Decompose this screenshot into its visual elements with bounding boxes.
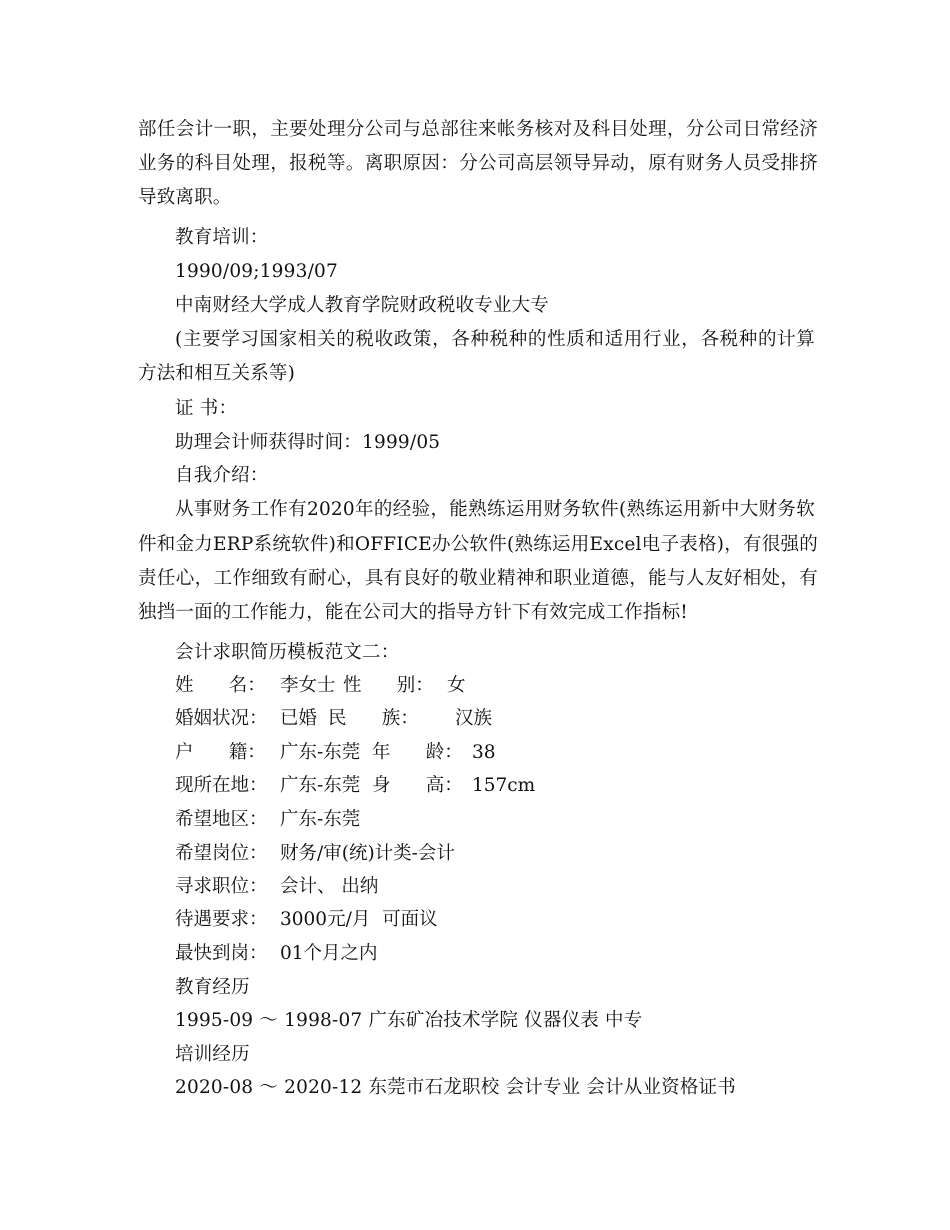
value-gender: 女 bbox=[447, 675, 466, 696]
label-salary: 待遇要求： bbox=[175, 909, 268, 930]
education-note-line-2: 方法和相互关系等) bbox=[138, 363, 296, 384]
label-age: 年 龄： bbox=[372, 742, 463, 763]
label-marital: 婚姻状况： bbox=[175, 708, 268, 729]
label-height: 身 高： bbox=[372, 775, 463, 796]
intro-line-3: 导致离职。 bbox=[138, 187, 232, 208]
label-desired-region: 希望地区： bbox=[175, 809, 268, 830]
value-start-date: 01个月之内 bbox=[280, 943, 378, 964]
label-gender: 性 别： bbox=[343, 675, 434, 696]
label-start-date: 最快到岗： bbox=[175, 943, 268, 964]
value-height: 157cm bbox=[472, 775, 536, 796]
value-age: 38 bbox=[472, 742, 496, 763]
education-heading: 教育培训： bbox=[175, 227, 269, 248]
value-desired-region: 广东-东莞 bbox=[280, 809, 361, 830]
self-intro-line-2: 件和金力ERP系统软件)和OFFICE办公软件(熟练运用Excel电子表格)，有很强的 bbox=[138, 534, 818, 555]
value-hukou: 广东-东莞 bbox=[280, 742, 361, 763]
label-hukou: 户 籍： bbox=[175, 742, 266, 763]
value-marital: 已婚 bbox=[280, 708, 318, 729]
self-intro-line-1: 从事财务工作有2020年的经验，能熟练运用财务软件(熟练运用新中大财务软 bbox=[175, 499, 815, 520]
education-history-heading: 教育经历 bbox=[175, 977, 250, 998]
self-intro-heading: 自我介绍： bbox=[175, 465, 269, 486]
education-period: 1990/09;1993/07 bbox=[175, 261, 338, 282]
label-ethnicity: 民 族： bbox=[328, 708, 419, 729]
training-history-entry: 2020-08 ～ 2020-12 东莞市石龙职校 会计专业 会计从业资格证书 bbox=[175, 1077, 736, 1098]
value-desired-position: 财务/审(统)计类-会计 bbox=[280, 843, 455, 864]
intro-line-1: 部任会计一职，主要处理分公司与总部往来帐务核对及科目处理，分公司日常经济 bbox=[138, 119, 818, 140]
education-note-line-1: (主要学习国家相关的税收政策，各种税种的性质和适用行业，各税种的计算 bbox=[175, 329, 815, 350]
label-location: 现所在地： bbox=[175, 775, 268, 796]
label-name: 姓 名： bbox=[175, 675, 266, 696]
intro-line-2: 业务的科目处理，报税等。离职原因：分公司高层领导异动，原有财务人员受排挤 bbox=[138, 153, 818, 174]
certificate-heading: 证 书： bbox=[175, 398, 238, 419]
value-name: 李女士 bbox=[280, 675, 336, 696]
template-two-heading: 会计求职简历模板范文二： bbox=[175, 642, 400, 663]
education-school: 中南财经大学成人教育学院财政税收专业大专 bbox=[175, 295, 550, 316]
value-seeking-job: 会计、 出纳 bbox=[280, 876, 379, 897]
training-history-heading: 培训经历 bbox=[175, 1044, 250, 1065]
value-ethnicity: 汉族 bbox=[455, 708, 493, 729]
value-location: 广东-东莞 bbox=[280, 775, 361, 796]
self-intro-line-4: 独挡一面的工作能力，能在公司大的指导方针下有效完成工作指标! bbox=[138, 602, 688, 623]
value-salary: 3000元/月 可面议 bbox=[280, 909, 438, 930]
self-intro-line-3: 责任心，工作细致有耐心，具有良好的敬业精神和职业道德，能与人友好相处，有 bbox=[138, 568, 818, 589]
education-history-entry: 1995-09 ～ 1998-07 广东矿冶技术学院 仪器仪表 中专 bbox=[175, 1010, 643, 1031]
label-desired-position: 希望岗位： bbox=[175, 843, 268, 864]
label-seeking-job: 寻求职位： bbox=[175, 876, 268, 897]
certificate-item: 助理会计师获得时间：1999/05 bbox=[175, 432, 441, 453]
